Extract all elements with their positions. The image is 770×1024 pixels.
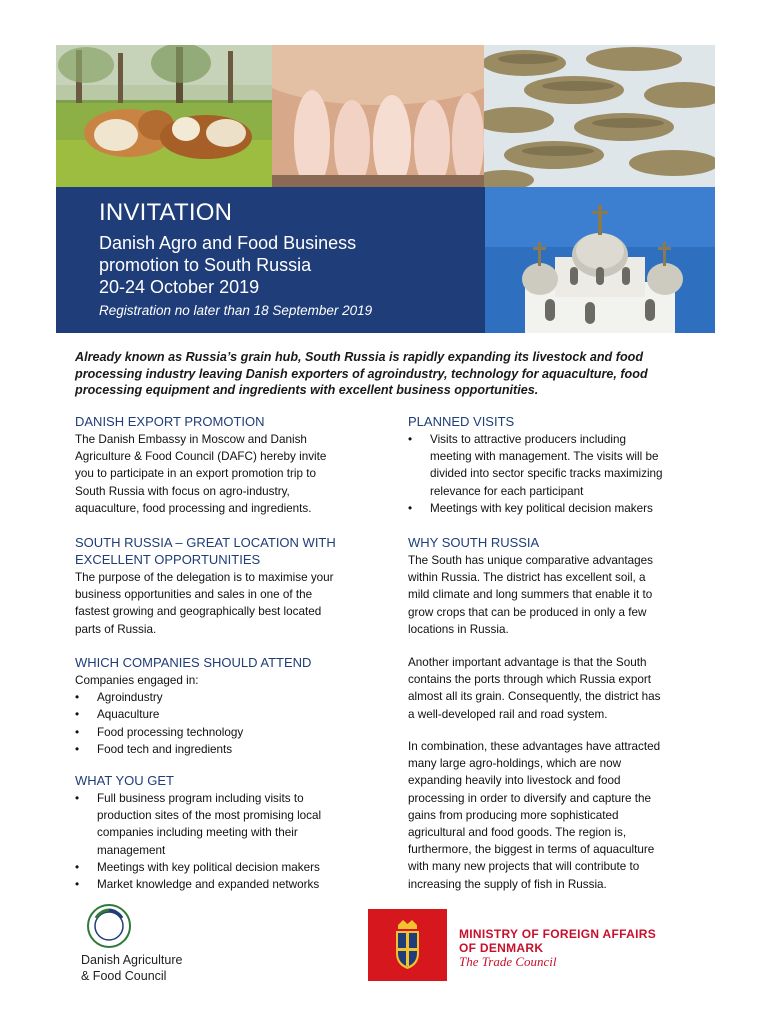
section-south-russia-location [75, 534, 375, 638]
text-line: • Market knowledge and expanded networks [97, 878, 320, 892]
text-line: meeting with management. The visits will be [430, 450, 659, 464]
event-subtitle [99, 232, 356, 298]
text-line: divided into sector specific tracks maximizing [430, 467, 663, 481]
list-item [75, 790, 375, 859]
heading-line: SOUTH RUSSIA – GREAT LOCATION WITH [75, 535, 336, 550]
text-line: locations in Russia. [408, 622, 509, 636]
text-line: many large agro-holdings, which are now [408, 757, 622, 771]
visits-list [408, 431, 708, 517]
section-heading: WHICH COMPANIES SHOULD ATTEND [75, 655, 312, 670]
list-item [408, 431, 708, 500]
why-paragraph-3 [408, 738, 708, 893]
benefits-list [75, 790, 375, 893]
text-line: Another important advantage is that the South [408, 656, 647, 669]
dafc-name-line: & Food Council [81, 969, 167, 983]
section-which-companies [75, 654, 375, 758]
companies-lead: Companies engaged in: [75, 674, 199, 687]
text-line: South Russia with focus on agro-industry, [75, 484, 290, 498]
list-item: • Food tech and ingredients [75, 741, 375, 758]
dafc-name-line: Danish Agriculture [81, 953, 183, 967]
why-paragraph-2 [408, 654, 708, 723]
section-text [75, 431, 375, 517]
text-line: increasing the supply of fish in Russia. [408, 877, 607, 891]
text-line: • Meetings with key political decision makers [430, 501, 653, 515]
fish-photo [484, 45, 715, 187]
text-line: contains the ports through which Russia export [408, 673, 651, 687]
section-planned-visits [408, 413, 708, 517]
section-text [75, 569, 375, 638]
event-subtitle-line: Danish Agro and Food Business [99, 233, 357, 253]
church-photo [485, 187, 715, 333]
ministry-name-line: MINISTRY OF FOREIGN AFFAIRS [459, 927, 656, 941]
section-heading: WHAT YOU GET [75, 773, 174, 788]
trade-council-name: The Trade Council [459, 954, 557, 969]
section-heading: WHY SOUTH RUSSIA [408, 535, 540, 550]
text-line: furthermore, the biggest in terms of aquaculture [408, 843, 655, 857]
list-item: • Food processing technology [75, 724, 375, 741]
text-line: processing in order to diversify and capture the [408, 791, 651, 805]
event-subtitle-line: promotion to South Russia [99, 255, 312, 275]
cattle-photo [56, 45, 272, 187]
dafc-name [81, 952, 182, 984]
event-dates: 20-24 October 2019 [99, 277, 260, 297]
list-item: • Aquaculture [75, 706, 375, 723]
banner-text-panel [56, 187, 485, 333]
section-why-south-russia [408, 534, 708, 638]
text-line: companies including meeting with their [97, 826, 298, 840]
text-line: mild climate and long summers that enable it to [408, 588, 653, 602]
text-line: aquaculture, food processing and ingredients. [75, 501, 312, 515]
list-item [75, 876, 375, 893]
text-line: expanding heavily into livestock and food [408, 774, 621, 788]
text-line: Agriculture & Food Council (DAFC) hereby invite [75, 450, 327, 464]
header-photo-strip [56, 45, 715, 187]
heading-line: EXCELLENT OPPORTUNITIES [75, 552, 261, 567]
list-item [75, 859, 375, 876]
text-line: with many new projects that will contribute to [408, 860, 640, 874]
text-line: • Meetings with key political decision makers [97, 860, 320, 874]
text-line: within Russia. The district has excellent soil, a [408, 571, 646, 585]
why-paragraph-1 [408, 552, 708, 638]
text-line: • Visits to attractive producers including [430, 433, 626, 446]
text-line: gains from producing more sophisticated [408, 808, 619, 822]
text-line: fastest growing and geographically best located [75, 605, 322, 619]
text-line: a well-developed rail and road system. [408, 707, 608, 721]
ministry-name-line: OF DENMARK [459, 941, 544, 955]
section-heading: PLANNED VISITS [408, 414, 515, 429]
text-line: management [97, 843, 166, 857]
text-line: business opportunities and sales in one of the [75, 588, 313, 602]
dafc-logo [74, 902, 224, 992]
list-item [408, 500, 708, 517]
text-line: grow crops that can be produced in only a few [408, 605, 647, 619]
section-danish-export-promotion [75, 413, 375, 517]
ministry-name [459, 927, 656, 969]
danish-crest-icon [368, 909, 447, 981]
text-line: The Danish Embassy in Moscow and Danish [75, 433, 307, 446]
intro-paragraph: Already known as Russia’s grain hub, South Russia is rapidly expanding its livestock and food processing industry leaving Danish exporters of agroindustry, technology for aquaculture, food processing equipment and ingredients with excellent business opportunities. [75, 350, 648, 397]
section-heading: DANISH EXPORT PROMOTION [75, 414, 265, 429]
text-line: almost all its grain. Consequently, the district has [408, 690, 661, 704]
dafc-ring-icon [74, 902, 144, 950]
text-line: The purpose of the delegation is to maximise your [75, 571, 334, 584]
text-line: production sites of the most promising local [97, 809, 322, 823]
section-what-you-get [75, 772, 375, 893]
piglets-photo [272, 45, 484, 187]
section-heading [75, 534, 375, 568]
text-line: agricultural and food goods. The region is, [408, 826, 627, 840]
text-line: In combination, these advantages have attracted [408, 740, 661, 753]
invitation-banner [56, 187, 715, 333]
list-item: • Agroindustry [75, 689, 375, 706]
mfa-logo [368, 909, 708, 981]
text-line: parts of Russia. [75, 622, 157, 636]
companies-list [75, 689, 375, 758]
invitation-title: INVITATION [99, 199, 233, 226]
text-line: relevance for each participant [430, 484, 584, 498]
text-line: • Full business program including visits to [97, 792, 304, 805]
text-line: you to participate in an export promotion trip to [75, 467, 317, 481]
text-line: The South has unique comparative advantages [408, 554, 653, 567]
registration-deadline: Registration no later than 18 September 2019 [99, 303, 373, 318]
